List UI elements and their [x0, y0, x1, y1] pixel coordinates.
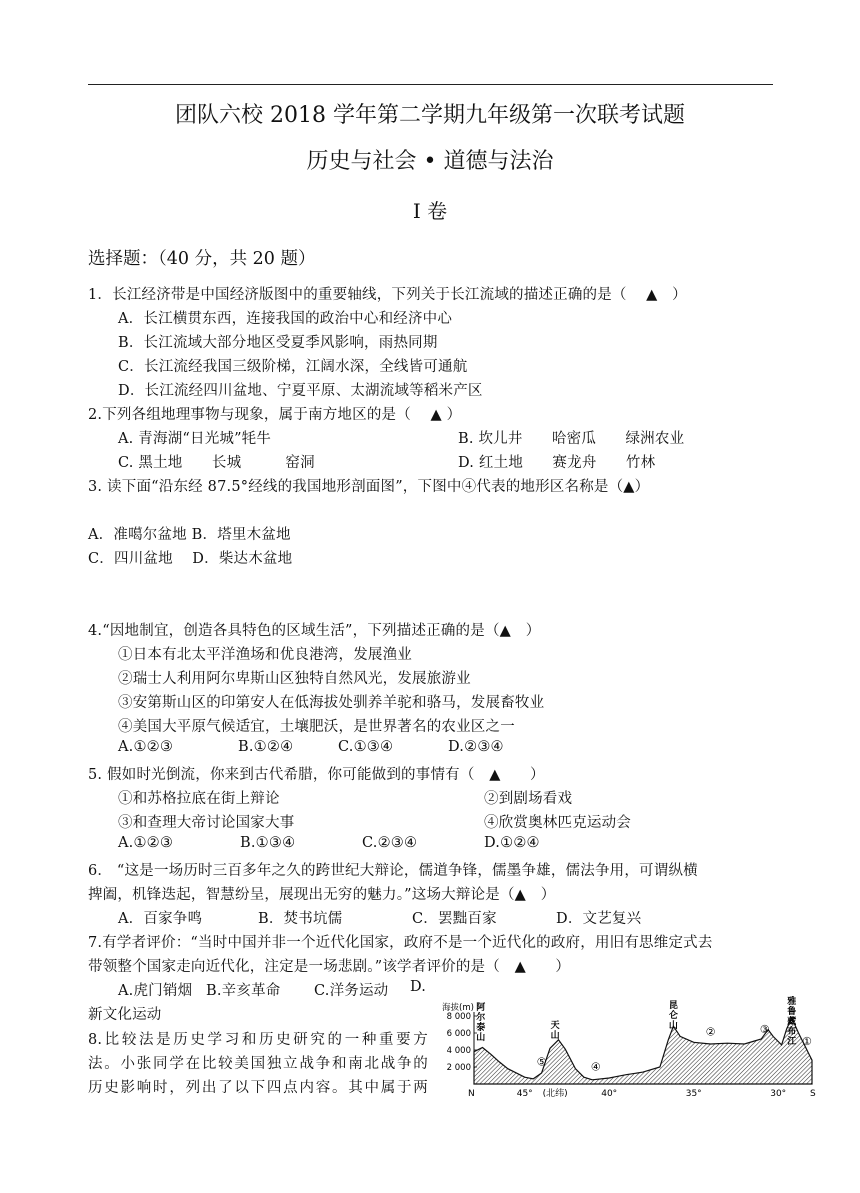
question-line-2: 法。小张同学在比较美国独立战争和南北战争的 — [88, 1056, 428, 1072]
place-name-char: 天 — [550, 1021, 560, 1031]
question-stem: 3. 读下面“沿东经 87.5°经线的我国地形剖面图”，下图中④代表的地形区名称是（▲） — [88, 479, 650, 495]
question-line-3: 历史影响时，列出了以下四点内容。其中属于两 — [88, 1080, 428, 1096]
option-b: B.①②④ — [238, 739, 294, 755]
region-marker: ② — [705, 1025, 716, 1039]
option-d: D.②③④ — [448, 739, 504, 755]
place-name-char: 藏 — [787, 1017, 797, 1027]
option-d: D.①②④ — [484, 835, 540, 851]
place-name-char: 江 — [787, 1037, 797, 1047]
place-name-char: 山 — [550, 1031, 560, 1041]
option-c: C.②③④ — [362, 835, 418, 851]
region-marker: ④ — [590, 1060, 601, 1074]
option-b: B．长江流域大部分地区受夏季风影响，雨热同期 — [118, 335, 438, 351]
option-cd: C．四川盆地 D．柴达木盆地 — [88, 551, 293, 567]
question-stem: 5. 假如时光倒流，你来到古代希腊，你可能做到的事情有（ ▲ ） — [88, 767, 545, 783]
option-a: A．长江横贯东西，连接我国的政治中心和经济中心 — [118, 311, 453, 327]
statement-4: ④美国大平原气候适宜，土壤肥沃，是世界著名的农业区之一 — [118, 719, 515, 735]
question-stem: 1．长江经济带是中国经济版图中的重要轴线，下列关于长江流域的描述正确的是（ ▲ ） — [88, 287, 687, 303]
option-d: D．文艺复兴 — [556, 911, 642, 927]
option-c: C. 黑土地 长城 窑洞 — [118, 455, 315, 471]
place-name-char: 尔 — [476, 1013, 486, 1023]
option-d-continued: 新文化运动 — [88, 1007, 162, 1023]
place-name-char: 泰 — [476, 1023, 486, 1033]
place-name-char: 仑 — [668, 1011, 678, 1021]
place-name-char: 山 — [476, 1033, 486, 1043]
region-marker: ⑤ — [536, 1055, 547, 1069]
x-tick-label: 35° — [685, 1089, 702, 1099]
statement-3: ③安第斯山区的印第安人在低海拔处驯养羊驼和骆马，发展畜牧业 — [118, 695, 545, 711]
y-tick-label: 6 000 — [446, 1029, 471, 1039]
y-tick-label: 8 000 — [446, 1012, 471, 1022]
option-b: B．焚书坑儒 — [258, 911, 343, 927]
section-heading: 选择题：（40 分，共 20 题） — [88, 249, 316, 269]
question-stem-line2: 捭阖，机锋迭起，智慧纷呈，展现出无穷的魅力。”这场大辩论是（▲ ） — [88, 887, 556, 903]
subject-title: 历史与社会 • 道德与法治 — [306, 149, 554, 174]
y-tick-label: 4 000 — [446, 1046, 471, 1056]
option-b: B.辛亥革命 — [206, 983, 281, 999]
question-line-1: 8.比较法是历史学习和历史研究的一种重要方 — [88, 1032, 428, 1048]
volume-title: I 卷 — [412, 199, 448, 223]
question-stem-line1: 7.有学者评价：“当时中国并非一个近代化国家，政府不是一个近代化的政府，用旧有思维定式去 — [88, 935, 713, 951]
option-d: D．长江流经四川盆地、宁夏平原、太湖流域等稻米产区 — [118, 383, 483, 399]
place-name-char: 雅 — [787, 997, 797, 1007]
option-ab: A．准噶尔盆地 B．塔里木盆地 — [88, 527, 291, 543]
statement-4: ④欣赏奥林匹克运动会 — [484, 815, 631, 831]
option-a: A. 青海湖“日光城”牦牛 — [118, 431, 272, 447]
region-marker: ③ — [759, 1023, 770, 1036]
place-name-char: 鲁 — [787, 1007, 797, 1017]
statement-2: ②瑞士人利用阿尔卑斯山区独特自然风光，发展旅游业 — [118, 671, 471, 687]
question-stem: 4.“因地制宜，创造各具特色的区域生活”，下列描述正确的是（▲ ） — [88, 623, 541, 639]
statement-3: ③和查理大帝讨论国家大事 — [118, 815, 295, 831]
statement-2: ②到剧场看戏 — [484, 791, 573, 807]
north-end-label: N — [468, 1089, 475, 1099]
place-name-char: 阿 — [476, 1003, 486, 1013]
x-tick-label: (北纬) — [542, 1089, 568, 1099]
option-c: C．长江流经我国三级阶梯，江阔水深，全线皆可通航 — [118, 359, 468, 375]
terrain-profile-chart — [440, 996, 820, 1104]
question-stem-line2: 带领整个国家走向近代化，注定是一场悲剧。”该学者评价的是（ ▲ ） — [88, 959, 571, 975]
option-b: B.①③④ — [240, 835, 296, 851]
option-a: A.①②③ — [118, 739, 174, 755]
x-tick-label: 40° — [601, 1089, 618, 1099]
header-rule — [88, 84, 773, 85]
question-stem-line1: 6． “这是一场历时三百多年之久的跨世纪大辩论，儒道争锋，儒墨争雄，儒法争用，可谓纵横 — [88, 863, 698, 879]
question-stem: 2.下列各组地理事物与现象，属于南方地区的是（ ▲ ） — [88, 407, 462, 423]
statement-1: ①和苏格拉底在街上辩论 — [118, 791, 280, 807]
option-a: A．百家争鸣 — [118, 911, 203, 927]
south-end-label: S — [810, 1089, 816, 1099]
option-a: A.①②③ — [118, 835, 174, 851]
y-axis-label: 海拔(m) — [442, 1003, 474, 1013]
y-tick-label: 2 000 — [446, 1063, 471, 1073]
option-a: A.虎门销烟 — [118, 983, 193, 999]
region-marker: ① — [801, 1034, 812, 1048]
option-d: D. 红土地 赛龙舟 竹林 — [458, 455, 656, 471]
place-name-char: 昆 — [668, 1001, 678, 1011]
option-b: B. 坎儿井 哈密瓜 绿洲农业 — [458, 431, 685, 447]
option-c: C．罢黜百家 — [412, 911, 497, 927]
x-tick-label: 30° — [770, 1089, 787, 1099]
place-name-char: 布 — [787, 1027, 797, 1037]
option-c: C.①③④ — [338, 739, 394, 755]
exam-title: 团队六校 2018 学年第二学期九年级第一次联考试题 — [175, 103, 685, 128]
option-d: D. — [410, 979, 427, 995]
statement-1: ①日本有北太平洋渔场和优良港湾，发展渔业 — [118, 647, 412, 663]
option-c: C.洋务运动 — [314, 983, 389, 999]
x-tick-label: 45° — [516, 1089, 533, 1099]
place-name-char: 山 — [668, 1021, 678, 1031]
